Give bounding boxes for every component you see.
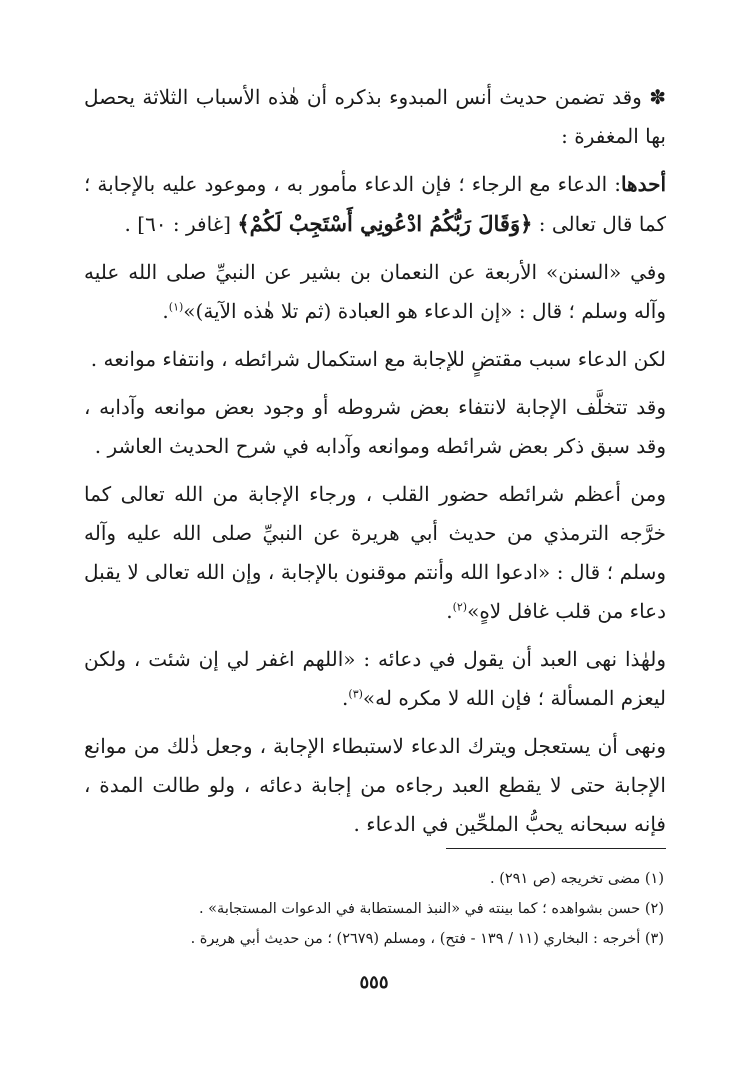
paragraph-7-end: . [342, 686, 349, 710]
paragraph-4-text: لكن الدعاء سبب مقتضٍ للإجابة مع استكمال شرائطه ، وانتفاء موانعه . [90, 347, 666, 371]
page-number: ٥٥٥ [359, 972, 389, 993]
paragraph-5 [84, 388, 666, 466]
paragraph-2-text: : الدعاء مع الرجاء ؛ فإن الدعاء مأمور به ، وموعود عليه بالإجابة ؛ كما قال تعالى : [84, 172, 666, 236]
paragraph-8-text: ونهى أن يستعجل ويترك الدعاء لاستبطاء الإجابة ، وجعل ذٰلك من موانع الإجابة حتى لا يقطع العبد رجاءه من إجابة دعائه ، ولو طالت المدة ، فإنه سبحانه يحبُّ الملحِّين في الدعاء . [84, 734, 666, 836]
paragraph-7-text: ولهٰذا نهى العبد أن يقول في دعائه : «اللهم اغفر لي إن شئت ، ولكن ليعزم المسألة ؛ فإن الله لا مكره له» [84, 647, 666, 710]
footnote-3: (٣) أخرجه : البخاري (١١ / ١٣٩ - فتح) ، ومسلم (٢٦٧٩) ؛ من حديث أبي هريرة . [190, 931, 664, 947]
paragraph-7 [84, 640, 666, 718]
paragraph-6-text: ومن أعظم شرائطه حضور القلب ، ورجاء الإجابة من الله تعالى كما خرَّجه الترمذي من حديث أبي هريرة عن النبيِّ صلى الله عليه وآله وسلم ؛ قال : «ادعوا الله وأنتم موقنون بالإجابة ، وإن الله تعالى لا يقبل دعاء من قلب غافل لاهٍ» [84, 482, 666, 623]
paragraph-8 [84, 727, 666, 844]
paragraph-3 [84, 253, 666, 331]
paragraph-6-end: . [446, 599, 453, 623]
footnote-marker-1: (١) [168, 300, 184, 314]
paragraph-2-lead: أحدها [620, 172, 666, 196]
paragraph-2 [84, 165, 666, 244]
paragraph-1 [84, 78, 666, 156]
quran-verse: ﴿وَقَالَ رَبُّكُمُ ادْعُونِي أَسْتَجِبْ لَكُمْ﴾ [237, 211, 533, 236]
footnote-1: (١) مضى تخريجه (ص ٢٩١) . [489, 871, 664, 887]
footnote-2: (٢) حسن بشواهده ؛ كما بينته في «النبذ المستطابة في الدعوات المستجابة» . [198, 901, 664, 917]
footnote-marker-3: (٣) [348, 687, 363, 701]
quran-reference: [غافر : ٦٠] . [124, 212, 231, 236]
footnotes [84, 864, 664, 954]
paragraph-1-text: ✽ وقد تضمن حديث أنس المبدوء بذكره أن هٰذه الأسباب الثلاثة يحصل بها المغفرة : [84, 85, 666, 148]
paragraph-6 [84, 475, 666, 631]
footnote-marker-2: (٢) [452, 600, 468, 614]
paragraph-5-text: وقد تتخلَّف الإجابة لانتفاء بعض شروطه أو وجود بعض موانعه وآدابه ، وقد سبق ذكر بعض شرائطه وموانعه وآدابه في شرح الحديث العاشر . [84, 395, 666, 458]
paragraph-3-text: وفي «السنن» الأربعة عن النعمان بن بشير عن النبيِّ صلى الله عليه وآله وسلم ؛ قال : «إن الدعاء هو العبادة (ثم تلا هٰذه الآية)» [84, 260, 666, 323]
paragraph-4 [84, 340, 666, 379]
footnote-divider [446, 848, 666, 849]
paragraph-3-end: . [162, 299, 169, 323]
